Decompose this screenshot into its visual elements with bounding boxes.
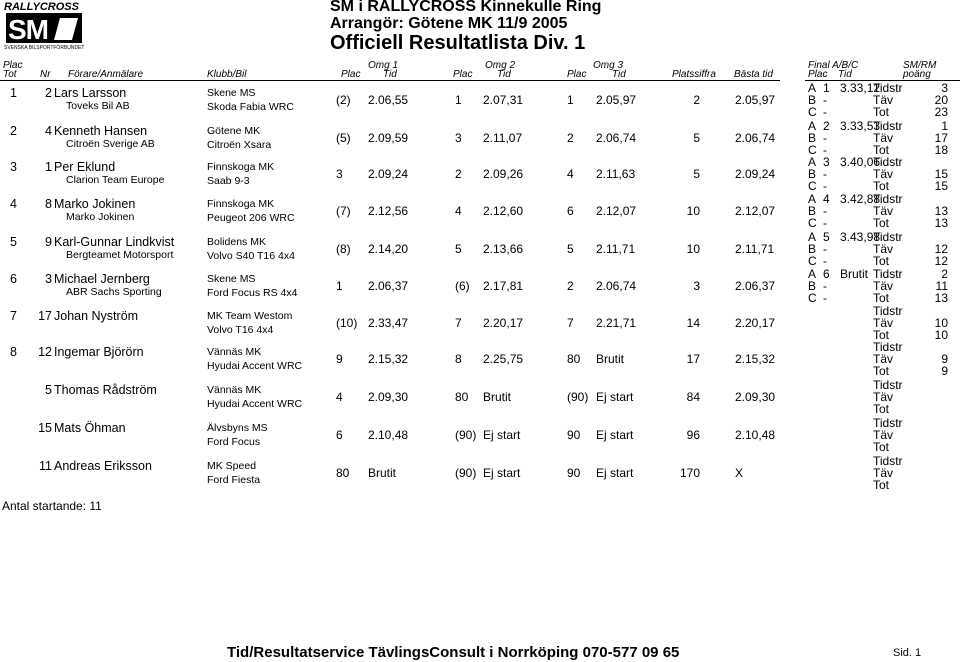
row-start-number: 3: [45, 272, 52, 286]
sm-label: Tidstr: [873, 304, 903, 318]
header-final-plac: Plac: [808, 69, 828, 80]
sm-label: Tidstr: [873, 267, 903, 281]
sm-value: 13: [934, 204, 948, 218]
title-line-2: Arrangör: Götene MK 11/9 2005: [330, 15, 568, 32]
row-car: Saab 9-3: [207, 175, 250, 187]
sm-label: Tot: [873, 216, 890, 230]
row-omg3-time: Ej start: [596, 428, 634, 442]
row-car: Skoda Fabia WRC: [207, 101, 294, 113]
title-line-3: Officiell Resultatlista Div. 1: [330, 32, 586, 54]
sm-label: Tot: [873, 328, 890, 342]
row-driver-name: Lars Larsson: [54, 86, 127, 100]
final-place: -: [823, 179, 827, 193]
header-plac: Plac: [3, 60, 23, 71]
row-omg1-time: 2.33,47: [368, 316, 409, 330]
header-tid-o1: Tid: [383, 69, 397, 80]
final-class: C: [808, 179, 817, 193]
row-omg3-place: 5: [567, 242, 574, 256]
row-omg1-place: 6: [336, 428, 343, 442]
row-omg3-time: Brutit: [596, 352, 625, 366]
row-omg1-time: 2.10,48: [368, 428, 409, 442]
sm-label: Tidstr: [873, 340, 903, 354]
header-omg3: Omg 3: [593, 60, 624, 71]
sm-label: Täv: [873, 466, 894, 480]
final-place: 4: [823, 192, 830, 206]
row-car: Hyudai Accent WRC: [207, 360, 303, 372]
row-omg1-place: 9: [336, 352, 343, 366]
row-team-name: Citroën Sverige AB: [66, 138, 155, 150]
logo-main-text: RALLYCROSS: [4, 1, 79, 13]
row-start-number: 4: [45, 124, 52, 138]
row-car: Ford Fiesta: [207, 474, 261, 486]
row-tot-place: 3: [10, 160, 17, 174]
row-omg2-time: Brutit: [483, 390, 512, 404]
sm-label: Tidstr: [873, 192, 903, 206]
final-place: -: [823, 167, 827, 181]
sm-label: Tot: [873, 440, 890, 454]
title-line-1: SM i RALLYCROSS Kinnekulle Ring: [330, 0, 602, 15]
row-platssiffra: 5: [693, 167, 700, 181]
row-omg2-time: 2.11,07: [483, 131, 523, 145]
row-basta-tid: 2.20,17: [735, 316, 776, 330]
header-final-tid: Tid: [838, 69, 852, 80]
sm-label: Tot: [873, 291, 890, 305]
final-place: -: [823, 279, 827, 293]
sm-label: Täv: [873, 131, 894, 145]
row-platssiffra: 170: [679, 466, 700, 480]
final-class: B: [808, 279, 817, 293]
sm-label: Tidstr: [873, 454, 903, 468]
header-plac-o3: Plac: [567, 69, 587, 80]
page-number: Sid. 1: [893, 647, 922, 659]
final-place: -: [823, 131, 827, 145]
sm-value: 23: [934, 105, 948, 119]
row-start-number: 17: [38, 309, 52, 323]
sm-value: 17: [934, 131, 948, 145]
sm-value: 15: [934, 167, 948, 181]
final-class: A: [808, 81, 817, 95]
final-class: C: [808, 216, 817, 230]
row-basta-tid: 2.09,24: [735, 167, 776, 181]
final-class: C: [808, 291, 817, 305]
row-platssiffra: 3: [693, 279, 700, 293]
row-car: Citroën Xsara: [207, 139, 272, 151]
row-club: Vännäs MK: [207, 384, 262, 396]
row-start-number: 5: [45, 383, 52, 397]
sm-label: Täv: [873, 93, 894, 107]
sm-value: 20: [934, 93, 948, 107]
row-tot-place: 1: [10, 86, 17, 100]
row-basta-tid: 2.06,37: [735, 279, 776, 293]
row-omg2-time: 2.13,66: [483, 242, 524, 256]
row-omg1-time: 2.14,20: [368, 242, 409, 256]
sm-value: 10: [934, 328, 948, 342]
row-car: Ford Focus: [207, 436, 261, 448]
header-platssiffra: Platssiffra: [672, 69, 716, 80]
sm-label: Täv: [873, 279, 894, 293]
row-omg1-time: 2.06,37: [368, 279, 409, 293]
sm-value: 1: [941, 119, 948, 133]
sm-label: Tot: [873, 478, 890, 492]
final-class: B: [808, 167, 817, 181]
final-class: A: [808, 155, 817, 169]
row-club: Skene MS: [207, 87, 256, 99]
row-omg1-time: 2.09,24: [368, 167, 409, 181]
header-omg1: Omg 1: [368, 60, 399, 71]
row-car: Ford Focus RS 4x4: [207, 287, 298, 299]
row-basta-tid: 2.10,48: [735, 428, 776, 442]
row-platssiffra: 10: [686, 242, 700, 256]
row-driver-name: Mats Öhman: [54, 421, 126, 435]
final-class: C: [808, 254, 817, 268]
row-omg3-place: 6: [567, 204, 574, 218]
row-omg2-place: 8: [455, 352, 462, 366]
row-basta-tid: X: [735, 466, 744, 480]
header-klubb: Klubb/Bil: [207, 69, 247, 80]
row-omg1-time: Brutit: [368, 466, 397, 480]
final-time: 3.43,98: [840, 230, 881, 244]
row-car: Peugeot 206 WRC: [207, 212, 295, 224]
antal-startande: Antal startande: 11: [2, 499, 102, 513]
row-club: Älvsbyns MS: [207, 422, 268, 434]
row-club: MK Team Westom: [207, 310, 293, 322]
sm-value: 13: [934, 216, 948, 230]
sm-value: 12: [934, 242, 948, 256]
row-omg1-time: 2.06,55: [368, 93, 409, 107]
final-class: C: [808, 105, 817, 119]
sm-value: 9: [941, 352, 948, 366]
final-place: -: [823, 291, 827, 305]
row-start-number: 1: [45, 160, 52, 174]
sm-value: 10: [934, 316, 948, 330]
sm-value: 9: [941, 364, 948, 378]
row-omg3-place: 80: [567, 352, 581, 366]
row-omg2-place: 5: [455, 242, 462, 256]
row-driver-name: Marko Jokinen: [54, 197, 136, 211]
final-place: 1: [823, 81, 830, 95]
row-car: Volvo T16 4x4: [207, 324, 274, 336]
sm-label: Tot: [873, 254, 890, 268]
row-tot-place: 2: [10, 124, 17, 138]
final-class: B: [808, 204, 817, 218]
row-omg2-place: (90): [455, 428, 477, 442]
final-place: 3: [823, 155, 830, 169]
row-omg1-place: (8): [336, 242, 351, 256]
row-platssiffra: 84: [686, 390, 700, 404]
row-omg1-place: 1: [336, 279, 343, 293]
row-driver-name: Karl-Gunnar Lindkvist: [54, 235, 175, 249]
row-start-number: 12: [38, 345, 52, 359]
row-omg3-time: 2.05,97: [596, 93, 637, 107]
sm-label: Täv: [873, 242, 894, 256]
row-club: Götene MK: [207, 125, 261, 137]
row-omg2-time: 2.09,26: [483, 167, 524, 181]
row-start-number: 15: [38, 421, 52, 435]
row-basta-tid: 2.09,30: [735, 390, 776, 404]
row-omg3-place: 2: [567, 279, 574, 293]
header-rule: [0, 80, 780, 81]
sm-label: Täv: [873, 204, 894, 218]
row-omg1-time: 2.09,30: [368, 390, 409, 404]
sm-label: Tot: [873, 402, 890, 416]
header-omg2: Omg 2: [485, 60, 516, 71]
logo-sub-text: SVENSKA BILSPORTFÖRBUNDET: [4, 45, 85, 50]
final-time: 3.33,12: [840, 81, 881, 95]
row-omg3-place: 90: [567, 428, 581, 442]
row-platssiffra: 10: [686, 204, 700, 218]
row-omg3-place: 7: [567, 316, 574, 330]
final-class: B: [808, 242, 817, 256]
sm-label: Tot: [873, 105, 890, 119]
header-poang: poäng: [903, 69, 931, 80]
sm-value: 15: [934, 179, 948, 193]
final-class: A: [808, 192, 817, 206]
sm-label: Täv: [873, 167, 894, 181]
row-club: MK Speed: [207, 460, 257, 472]
final-place: -: [823, 216, 827, 230]
row-omg1-place: (10): [336, 316, 358, 330]
row-omg2-place: 3: [455, 131, 462, 145]
sm-label: Tidstr: [873, 230, 903, 244]
header-tot: Tot: [3, 69, 17, 80]
row-omg2-time: Ej start: [483, 428, 521, 442]
row-omg2-place: 4: [455, 204, 462, 218]
row-basta-tid: 2.06,74: [735, 131, 776, 145]
sm-label: Täv: [873, 352, 894, 366]
row-omg1-place: (2): [336, 93, 351, 107]
row-start-number: 9: [45, 235, 52, 249]
row-tot-place: 5: [10, 235, 17, 249]
final-place: 5: [823, 230, 830, 244]
row-car: Volvo S40 T16 4x4: [207, 250, 295, 262]
sm-label: Tidstr: [873, 155, 903, 169]
final-class: C: [808, 143, 817, 157]
row-team-name: Toveks Bil AB: [66, 100, 130, 112]
row-omg1-place: (7): [336, 204, 351, 218]
row-omg3-place: 2: [567, 131, 574, 145]
rallycross-logo: [2, 0, 114, 50]
final-class: B: [808, 131, 817, 145]
header-plac-o2: Plac: [453, 69, 473, 80]
final-class: A: [808, 119, 817, 133]
row-platssiffra: 5: [693, 131, 700, 145]
row-omg2-time: 2.07,31: [483, 93, 524, 107]
row-club: Finnskoga MK: [207, 161, 275, 173]
row-omg1-place: 80: [336, 466, 350, 480]
sm-label: Täv: [873, 316, 894, 330]
row-omg2-place: 1: [455, 93, 462, 107]
row-car: Hyudai Accent WRC: [207, 398, 303, 410]
row-start-number: 8: [45, 197, 52, 211]
sm-value: 18: [934, 143, 948, 157]
sm-label: Tot: [873, 179, 890, 193]
sm-label: Täv: [873, 428, 894, 442]
row-omg1-time: 2.09,59: [368, 131, 409, 145]
final-time: Brutit: [840, 267, 869, 281]
header-tid-o3: Tid: [612, 69, 626, 80]
row-omg2-time: 2.20,17: [483, 316, 524, 330]
row-omg3-place: 1: [567, 93, 574, 107]
sm-label: Tidstr: [873, 416, 903, 430]
row-club: Bolidens MK: [207, 236, 266, 248]
final-place: 2: [823, 119, 830, 133]
row-omg2-time: 2.25,75: [483, 352, 524, 366]
row-omg2-time: 2.17,81: [483, 279, 524, 293]
svg-text:SM: SM: [8, 14, 48, 45]
row-omg2-time: Ej start: [483, 466, 521, 480]
row-team-name: Clarion Team Europe: [66, 174, 165, 186]
row-team-name: Bergteamet Motorsport: [66, 249, 174, 261]
row-basta-tid: 2.11,71: [735, 242, 775, 256]
row-omg2-place: 80: [455, 390, 469, 404]
row-omg3-time: 2.21,71: [596, 316, 637, 330]
row-team-name: ABR Sachs Sporting: [66, 286, 162, 298]
header-forare: Förare/Anmälare: [68, 69, 144, 80]
sm-value: 11: [935, 279, 948, 293]
sm-label: Tidstr: [873, 81, 903, 95]
row-club: Finnskoga MK: [207, 198, 275, 210]
sm-label: Tot: [873, 143, 890, 157]
row-omg2-place: (90): [455, 466, 477, 480]
header-final: Final A/B/C: [808, 60, 859, 71]
sm-label: Tidstr: [873, 119, 903, 133]
row-platssiffra: 14: [686, 316, 700, 330]
header-smrm: SM/RM: [903, 60, 937, 71]
row-omg2-time: 2.12,60: [483, 204, 524, 218]
row-start-number: 11: [39, 459, 52, 473]
row-start-number: 2: [45, 86, 52, 100]
row-omg1-time: 2.15,32: [368, 352, 409, 366]
row-club: Vännäs MK: [207, 346, 262, 358]
row-tot-place: 7: [10, 309, 17, 323]
sm-value: 13: [934, 291, 948, 305]
sm-value: 3: [941, 81, 948, 95]
final-place: -: [823, 105, 827, 119]
row-club: Skene MS: [207, 273, 256, 285]
row-driver-name: Per Eklund: [54, 160, 116, 174]
final-place: -: [823, 254, 827, 268]
sm-label: Tidstr: [873, 378, 903, 392]
row-tot-place: 6: [10, 272, 17, 286]
header-tid-o2: Tid: [497, 69, 511, 80]
final-place: -: [823, 204, 827, 218]
sm-value: 2: [941, 267, 948, 281]
row-omg2-place: 2: [455, 167, 462, 181]
sm-label: Täv: [873, 390, 894, 404]
final-place: 6: [823, 267, 830, 281]
row-platssiffra: 96: [686, 428, 700, 442]
row-driver-name: Michael Jernberg: [54, 272, 150, 286]
row-omg1-place: 4: [336, 390, 343, 404]
row-omg3-place: 4: [567, 167, 574, 181]
row-omg2-place: 7: [455, 316, 462, 330]
final-class: A: [808, 230, 817, 244]
final-class: A: [808, 267, 817, 281]
row-platssiffra: 17: [686, 352, 700, 366]
row-omg3-time: 2.06,74: [596, 279, 637, 293]
row-driver-name: Kenneth Hansen: [54, 124, 148, 138]
row-omg3-time: 2.11,63: [596, 167, 636, 181]
row-omg3-time: 2.06,74: [596, 131, 637, 145]
final-place: -: [823, 93, 827, 107]
row-team-name: Marko Jokinen: [66, 211, 135, 223]
row-omg1-place: (5): [336, 131, 351, 145]
row-driver-name: Andreas Eriksson: [54, 459, 152, 473]
sm-value: 12: [934, 254, 948, 268]
row-basta-tid: 2.15,32: [735, 352, 776, 366]
row-omg3-place: (90): [567, 390, 589, 404]
row-basta-tid: 2.05,97: [735, 93, 776, 107]
row-platssiffra: 2: [693, 93, 700, 107]
final-time: 3.42,88: [840, 192, 881, 206]
row-omg3-place: 90: [567, 466, 581, 480]
row-omg3-time: 2.11,71: [596, 242, 636, 256]
row-tot-place: 8: [10, 345, 17, 359]
row-omg1-time: 2.12,56: [368, 204, 409, 218]
final-place: -: [823, 242, 827, 256]
row-driver-name: Johan Nyström: [54, 309, 139, 323]
row-omg3-time: Ej start: [596, 390, 634, 404]
row-basta-tid: 2.12,07: [735, 204, 776, 218]
final-class: B: [808, 93, 817, 107]
final-time: 3.33,53: [840, 119, 881, 133]
footer-service: Tid/Resultatservice TävlingsConsult i Norrköping 070-577 09 65: [227, 644, 680, 661]
row-omg3-time: Ej start: [596, 466, 634, 480]
row-omg3-time: 2.12,07: [596, 204, 637, 218]
final-place: -: [823, 143, 827, 157]
header-nr: Nr: [40, 69, 51, 80]
final-time: 3.40,06: [840, 155, 881, 169]
header-plac-o1: Plac: [341, 69, 361, 80]
row-tot-place: 4: [10, 197, 17, 211]
row-driver-name: Thomas Rådström: [54, 383, 157, 397]
sm-label: Tot: [873, 364, 890, 378]
row-omg2-place: (6): [455, 279, 470, 293]
row-driver-name: Ingemar Björörn: [54, 345, 144, 359]
header-basta-tid: Bästa tid: [734, 69, 773, 80]
row-omg1-place: 3: [336, 167, 343, 181]
